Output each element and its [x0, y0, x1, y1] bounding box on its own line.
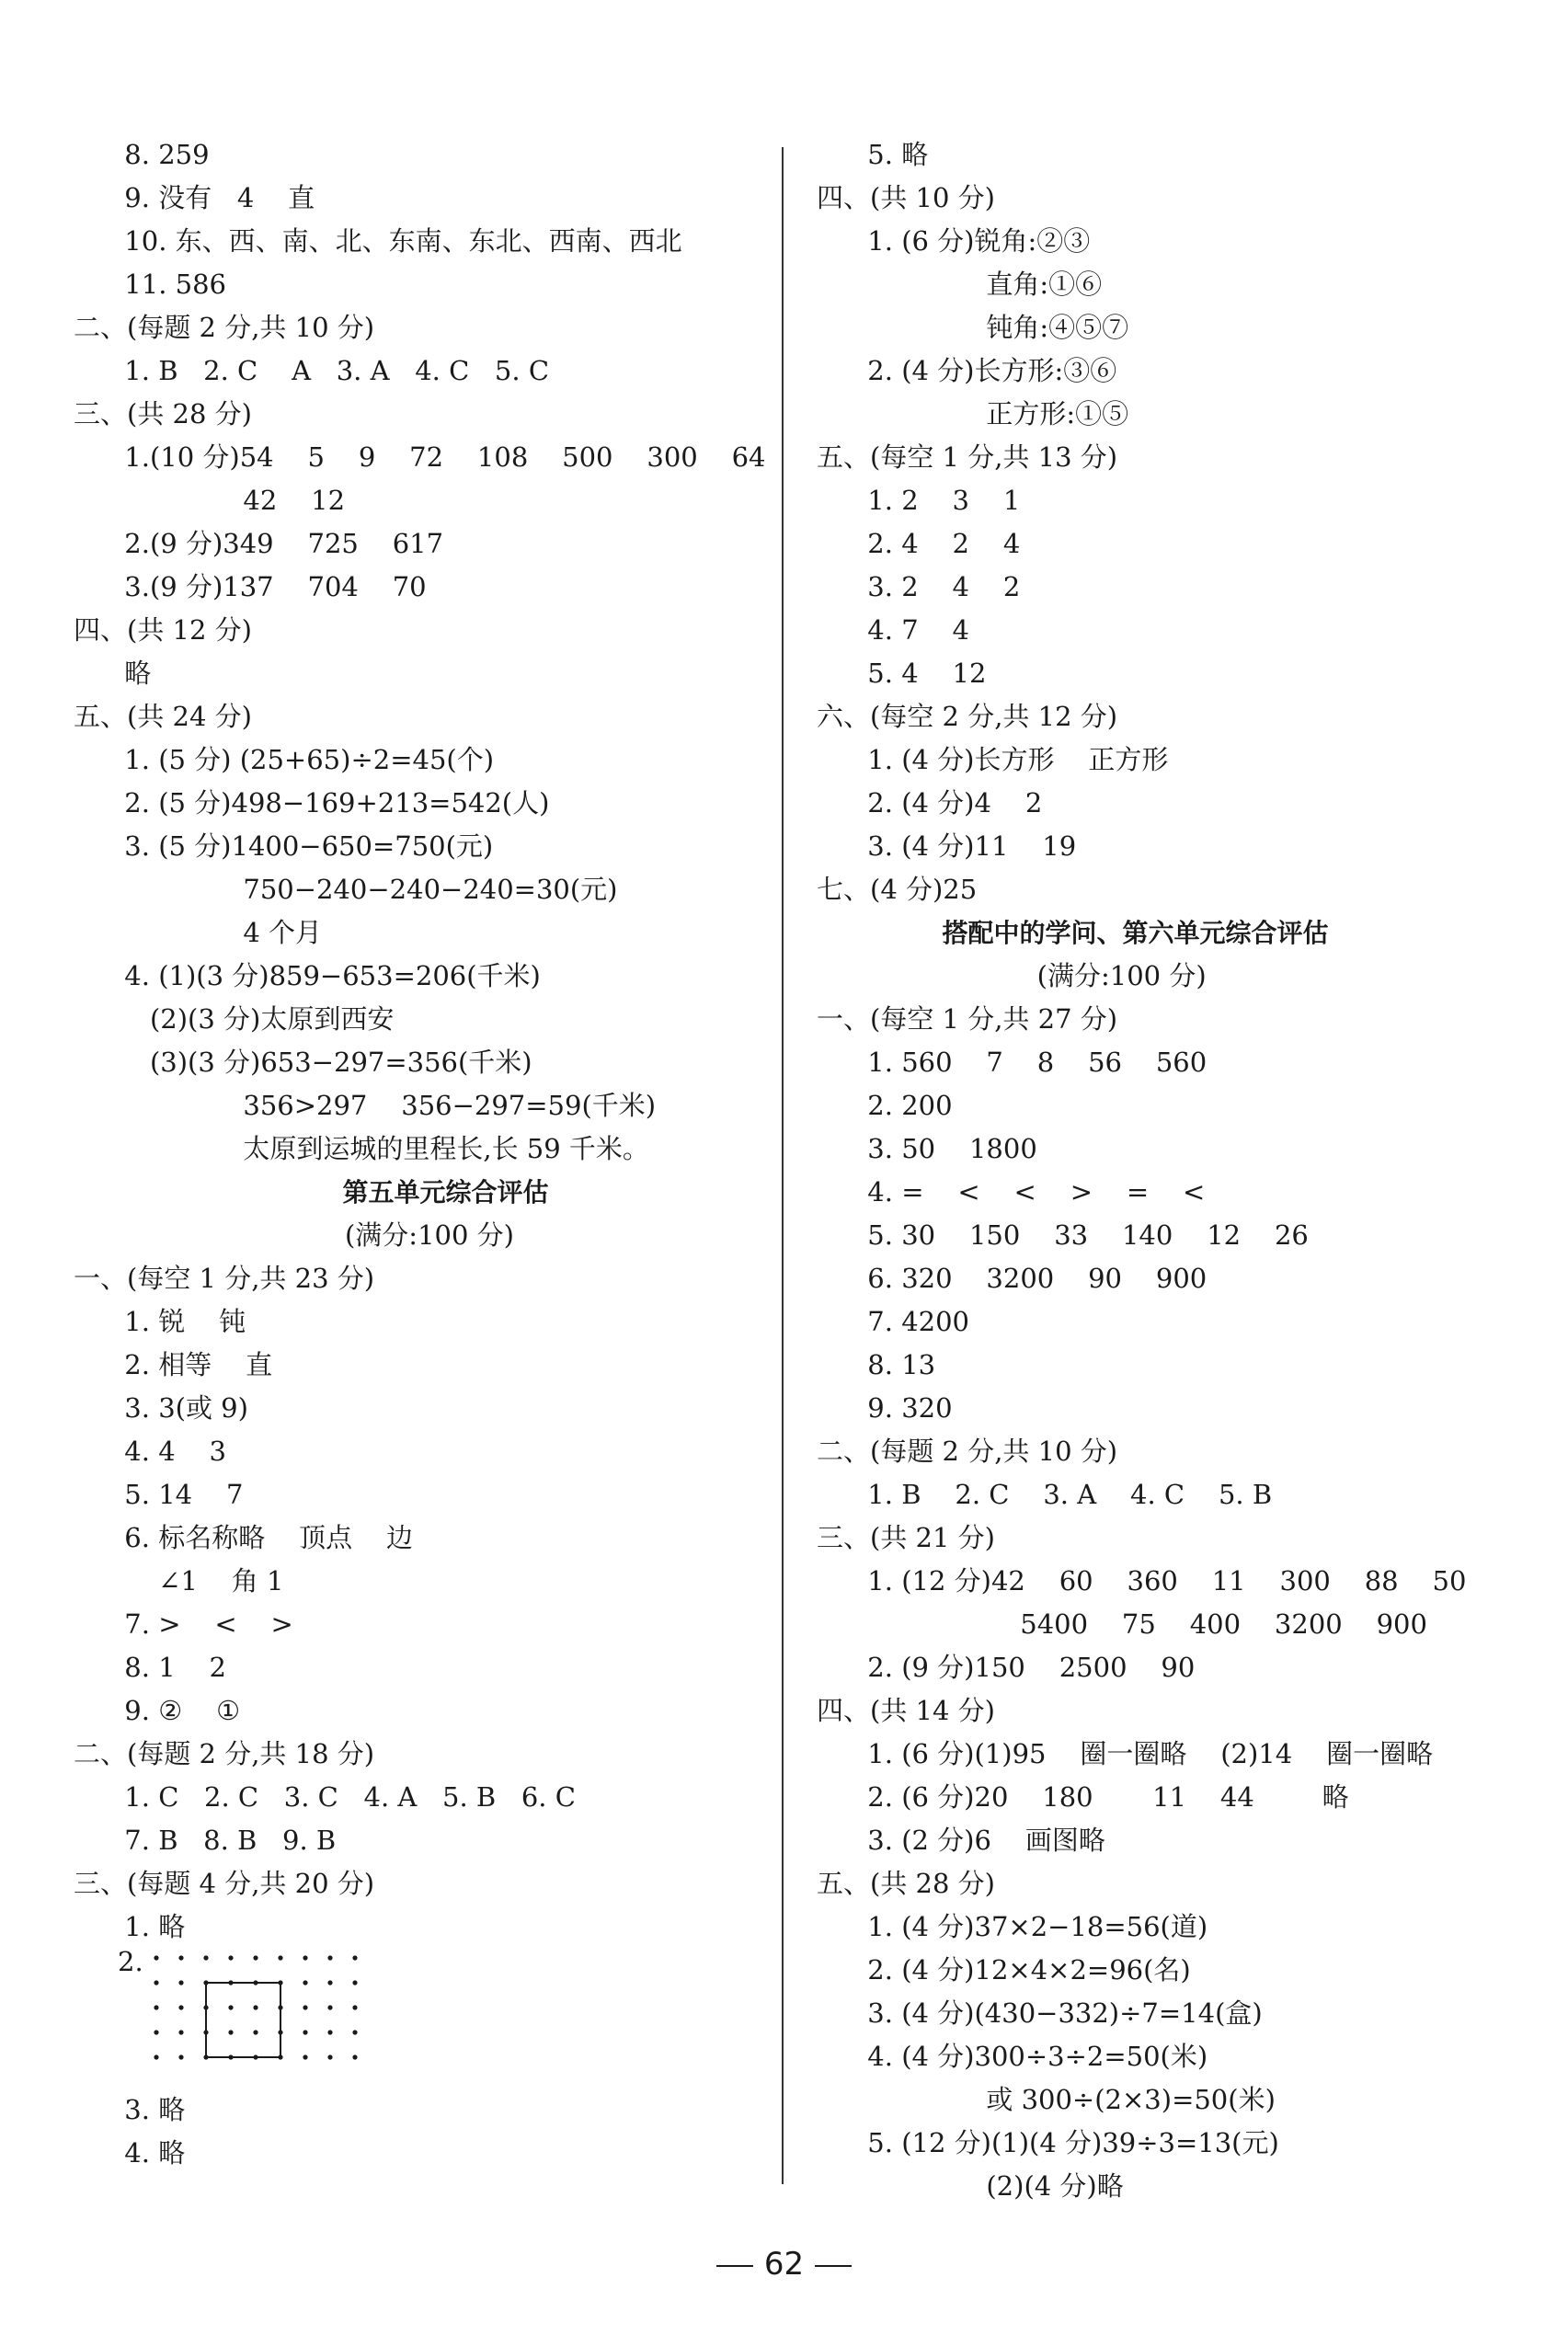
- answer-line: 3. (4 分)11 19: [817, 830, 1077, 862]
- page-footer: [0, 2244, 1568, 2284]
- answer-line: 1. (12 分)42 60 360 11 300 88 50: [817, 1565, 1467, 1596]
- answer-line: 6. 标名称略 顶点 边: [74, 1522, 413, 1553]
- answer-line: 4. 4 3: [74, 1436, 226, 1467]
- answer-line: 2. (5 分)498−169+213=542(人): [74, 787, 550, 818]
- grid-dot: [154, 2054, 158, 2059]
- answer-line: 一、(每空 1 分,共 27 分): [817, 1003, 1118, 1035]
- grid-dot: [253, 2030, 258, 2034]
- answer-line: 7. B 8. B 9. B: [74, 1825, 337, 1856]
- answer-line: 3.(9 分)137 704 70: [74, 571, 427, 602]
- answer-line: 11. 586: [74, 269, 226, 300]
- answer-line: 1.(10 分)54 5 9 72 108 500 300 64: [74, 441, 766, 473]
- answer-line: 三、(共 21 分): [817, 1522, 995, 1553]
- answer-line: 四、(共 10 分): [817, 182, 995, 213]
- grid-dot: [154, 1980, 158, 1985]
- answer-line: 5. 14 7: [74, 1479, 244, 1510]
- answer-line: 3. (2 分)6 画图略: [817, 1825, 1105, 1856]
- answer-line: 钝角:④⑤⑦: [817, 312, 1129, 343]
- grid-dot: [327, 2030, 332, 2034]
- page-number: 62: [763, 2246, 805, 2283]
- grid-dot: [253, 2005, 258, 2009]
- answer-line: 750−240−240−240=30(元): [74, 874, 618, 905]
- answer-line: 7. 4200: [817, 1306, 969, 1337]
- dot-grid-figure: [147, 1949, 460, 2087]
- dot-grid-answer: [74, 1946, 754, 2085]
- grid-dot: [303, 1980, 307, 1985]
- answer-line: 1. 略: [74, 1911, 186, 1942]
- grid-dot: [178, 1955, 183, 1960]
- grid-dot: [278, 1955, 282, 1960]
- answer-line: 3. 3(或 9): [74, 1392, 248, 1424]
- answer-line: 3. (4 分)(430−332)÷7=14(盒): [817, 1997, 1263, 2029]
- answer-line: 5. 30 150 33 140 12 26: [817, 1219, 1309, 1251]
- answer-line: 1. B 2. C A 3. A 4. C 5. C: [74, 355, 550, 386]
- answer-line: 2. (6 分)20 180 11 44 略: [817, 1781, 1349, 1813]
- answer-line: 5. 4 12: [817, 658, 987, 689]
- answer-line: 1. B 2. C 3. A 4. C 5. B: [817, 1479, 1273, 1510]
- answer-line: 三、(共 28 分): [74, 398, 252, 429]
- grid-dot: [303, 2030, 307, 2034]
- answer-line: 直角:①⑥: [817, 269, 1103, 300]
- answer-line: 六、(每空 2 分,共 12 分): [817, 701, 1118, 732]
- answer-line: (2)(3 分)太原到西安: [74, 1003, 395, 1035]
- grid-dot: [178, 2030, 183, 2034]
- grid-dot: [303, 2054, 307, 2059]
- answer-line: 1. 560 7 8 56 560: [817, 1047, 1207, 1078]
- answer-line: 10. 东、西、南、北、东南、东北、西南、西北: [74, 225, 682, 257]
- answer-line: 5400 75 400 3200 900: [817, 1608, 1427, 1640]
- answer-line: 1. 2 3 1: [817, 485, 1021, 516]
- answer-line: 2. 200: [817, 1090, 953, 1121]
- answer-line: 正方形:①⑤: [817, 398, 1129, 429]
- grid-dot: [203, 1955, 208, 1960]
- answer-line: 4. (1)(3 分)859−653=206(千米): [74, 960, 541, 991]
- answer-line: 1. 锐 钝: [74, 1306, 246, 1337]
- answer-line: 略: [74, 658, 152, 689]
- grid-dot: [327, 1955, 332, 1960]
- grid-dot: [253, 1955, 258, 1960]
- answer-line: 2. (4 分)长方形:③⑥: [817, 355, 1117, 386]
- answer-line: 4. 略: [74, 2137, 186, 2169]
- grid-dot: [178, 2005, 183, 2009]
- right-column: [817, 133, 1534, 2208]
- answer-line: 二、(每题 2 分,共 10 分): [74, 312, 375, 343]
- drawn-square: [206, 1983, 280, 2057]
- answer-line: 2. (4 分)4 2: [817, 787, 1043, 818]
- answer-line: 1. (6 分)锐角:②③: [817, 225, 1091, 257]
- answer-line: 五、(共 24 分): [74, 701, 252, 732]
- grid-dot: [178, 1980, 183, 1985]
- grid-dot: [352, 2005, 357, 2009]
- grid-dot: [352, 2030, 357, 2034]
- answer-line: 9. ② ①: [74, 1695, 241, 1726]
- answer-line: 二、(每题 2 分,共 18 分): [74, 1738, 375, 1769]
- answer-line: 3. 略: [74, 2094, 186, 2125]
- answer-line: 356>297 356−297=59(千米): [74, 1090, 657, 1121]
- answer-line: 9. 没有 4 直: [74, 182, 315, 213]
- answer-line: 9. 320: [817, 1392, 953, 1424]
- answer-line: 5. 略: [817, 139, 929, 170]
- answer-line: 42 12: [74, 485, 346, 516]
- grid-dot: [303, 2005, 307, 2009]
- answer-line: 8. 1 2: [74, 1652, 226, 1683]
- answer-line: 1. C 2. C 3. C 4. A 5. B 6. C: [74, 1781, 576, 1813]
- grid-dot: [228, 2005, 233, 2009]
- answer-line: 或 300÷(2×3)=50(米): [817, 2084, 1276, 2115]
- answer-line: 2. 4 2 4: [817, 528, 1021, 559]
- answer-line: 3. 2 4 2: [817, 571, 1021, 602]
- grid-dot: [154, 2005, 158, 2009]
- grid-dot: [154, 2030, 158, 2034]
- answer-line: 一、(每空 1 分,共 23 分): [74, 1263, 375, 1294]
- answer-line: 七、(4 分)25: [817, 874, 978, 905]
- answer-line: 四、(共 12 分): [74, 614, 252, 646]
- answer-line: 1. (4 分)37×2−18=56(道): [817, 1911, 1208, 1942]
- grid-dot: [327, 1980, 332, 1985]
- answer-line: 6. 320 3200 90 900: [817, 1263, 1207, 1294]
- answer-line: 8. 13: [817, 1349, 936, 1380]
- answer-line: (满分:100 分): [817, 960, 1207, 991]
- answer-line: 太原到运城的里程长,长 59 千米。: [74, 1133, 649, 1164]
- answer-line: 1. (6 分)(1)95 圈一圈略 (2)14 圈一圈略: [817, 1738, 1434, 1769]
- grid-dot: [352, 2054, 357, 2059]
- answer-line: 4. 7 4: [817, 614, 969, 646]
- answer-line: 4 个月: [74, 917, 323, 948]
- left-column: [74, 133, 766, 2175]
- footer-dash-left: [716, 2265, 753, 2267]
- answer-line: 1. (5 分) (25+65)÷2=45(个): [74, 744, 495, 775]
- answer-line: 五、(共 28 分): [817, 1868, 995, 1899]
- answer-line: (满分:100 分): [74, 1219, 514, 1251]
- answer-line: 3. (5 分)1400−650=750(元): [74, 830, 494, 862]
- answer-line: 二、(每题 2 分,共 10 分): [817, 1436, 1118, 1467]
- answer-line: (3)(3 分)653−297=356(千米): [74, 1047, 532, 1078]
- section-title: 第五单元综合评估: [74, 1177, 549, 1207]
- answer-line: 5. (12 分)(1)(4 分)39÷3=13(元): [817, 2127, 1279, 2158]
- answer-line: 2. (4 分)12×4×2=96(名): [817, 1954, 1191, 1986]
- answer-line: 1. (4 分)长方形 正方形: [817, 744, 1169, 775]
- grid-dot: [228, 1955, 233, 1960]
- answer-line: 2.(9 分)349 725 617: [74, 528, 444, 559]
- answer-line: (2)(4 分)略: [817, 2170, 1124, 2202]
- answer-line: 3. 50 1800: [817, 1133, 1037, 1164]
- grid-dot: [154, 1955, 158, 1960]
- answer-line: 4. (4 分)300÷3÷2=50(米): [817, 2041, 1208, 2072]
- answer-line: 四、(共 14 分): [817, 1695, 995, 1726]
- answer-line: 五、(每空 1 分,共 13 分): [817, 441, 1118, 473]
- grid-dot: [327, 2005, 332, 2009]
- footer-dash-right: [815, 2265, 852, 2267]
- grid-dot: [303, 1955, 307, 1960]
- grid-dot: [228, 2030, 233, 2034]
- grid-dot: [178, 2054, 183, 2059]
- column-divider: [782, 147, 784, 2184]
- answer-line: ∠1 角 1: [74, 1565, 284, 1596]
- grid-dot: [327, 2054, 332, 2059]
- answer-line: 4. = < < > = <: [817, 1176, 1206, 1207]
- grid-dot: [352, 1955, 357, 1960]
- answer-line: 8. 259: [74, 139, 210, 170]
- item-number: 2.: [118, 1946, 143, 1977]
- section-title: 搭配中的学问、第六单元综合评估: [817, 918, 1329, 948]
- answer-line: 三、(每题 4 分,共 20 分): [74, 1868, 375, 1899]
- grid-dot: [352, 1980, 357, 1985]
- answer-line: 7. > < >: [74, 1608, 293, 1640]
- answer-line: 2. 相等 直: [74, 1349, 273, 1380]
- answer-line: 2. (9 分)150 2500 90: [817, 1652, 1196, 1683]
